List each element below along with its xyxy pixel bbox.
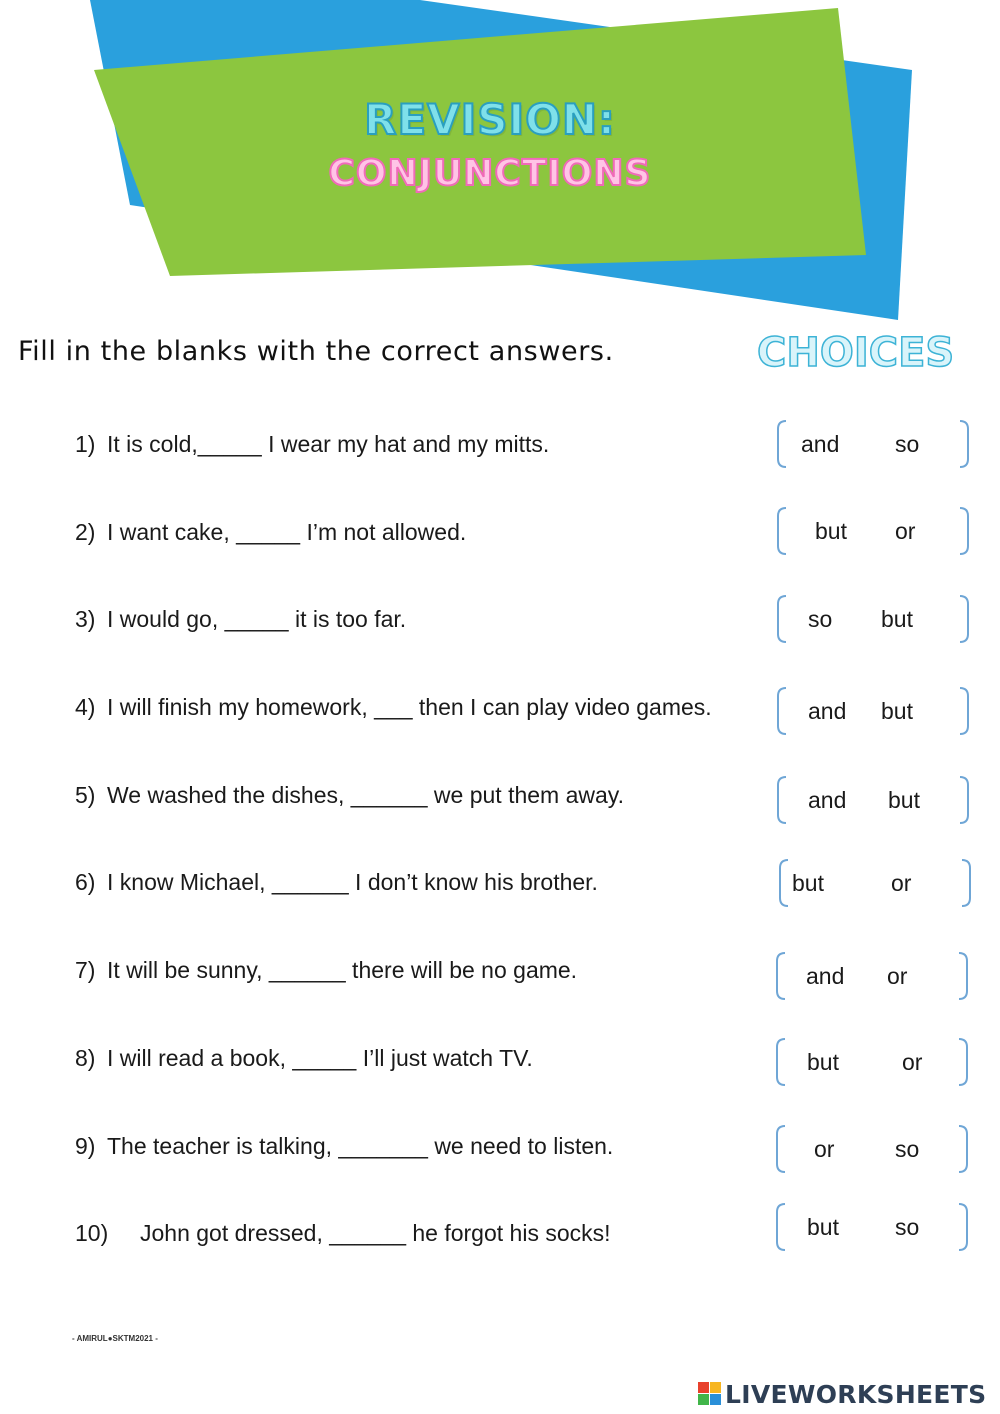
question-number: 1): [75, 431, 96, 457]
worksheet-title: [250, 92, 730, 200]
choice-option[interactable]: and: [806, 963, 845, 989]
right-bracket-icon: [960, 858, 972, 908]
choice-option[interactable]: so: [895, 1214, 920, 1240]
choice-option[interactable]: or: [891, 870, 912, 896]
choice-option[interactable]: or: [902, 1049, 923, 1075]
title-line-1: REVISION:: [364, 95, 616, 144]
question-10: [75, 1218, 611, 1248]
choice-option[interactable]: so: [895, 1136, 920, 1162]
left-bracket-icon: [776, 775, 788, 825]
right-bracket-icon: [958, 594, 970, 644]
question-number: 10): [75, 1220, 109, 1246]
question-text: I will finish my homework, ___ then I can play video games.: [107, 694, 712, 720]
question-number: 7): [75, 957, 96, 983]
title-line-2: CONJUNCTIONS: [328, 153, 652, 194]
choice-option[interactable]: but: [807, 1049, 839, 1075]
choices-heading: CHOICES: [757, 330, 955, 376]
right-bracket-icon: [958, 686, 970, 736]
question-1: [75, 429, 549, 459]
question-number: 3): [75, 606, 96, 632]
choice-option[interactable]: and: [801, 431, 840, 457]
choice-option[interactable]: but: [888, 787, 920, 813]
question-3: [75, 604, 406, 634]
choice-option[interactable]: and: [808, 698, 847, 724]
choice-box-1: [776, 419, 970, 469]
choice-option[interactable]: and: [808, 787, 847, 813]
question-number: 6): [75, 869, 96, 895]
question-2: [75, 517, 466, 547]
choice-option[interactable]: or: [887, 963, 908, 989]
liveworksheets-logo-icon: [698, 1382, 722, 1406]
question-number: 5): [75, 782, 96, 808]
question-9: [75, 1131, 613, 1161]
question-4: [75, 692, 712, 722]
choice-box-4: [776, 686, 970, 736]
logo-text: LIVEWORKSHEETS: [725, 1379, 987, 1409]
choice-option[interactable]: but: [815, 518, 847, 544]
left-bracket-icon: [776, 506, 788, 556]
right-bracket-icon: [957, 1202, 969, 1252]
left-bracket-icon: [775, 951, 787, 1001]
choice-option[interactable]: but: [881, 698, 913, 724]
question-6: [75, 867, 598, 897]
choice-option[interactable]: or: [814, 1136, 835, 1162]
question-7: [75, 955, 577, 985]
choice-option[interactable]: but: [792, 870, 824, 896]
question-text: It is cold,_____ I wear my hat and my mitts.: [107, 431, 550, 457]
choice-box-5: [776, 775, 970, 825]
question-text: John got dressed, ______ he forgot his socks!: [140, 1220, 611, 1246]
author-credit: - AMIRUL●SKTM2021 -: [72, 1334, 158, 1343]
right-bracket-icon: [957, 1037, 969, 1087]
question-text: I want cake, _____ I’m not allowed.: [107, 519, 467, 545]
right-bracket-icon: [958, 775, 970, 825]
question-number: 9): [75, 1133, 96, 1159]
right-bracket-icon: [958, 419, 970, 469]
question-text: I will read a book, _____ I’ll just watch TV.: [107, 1045, 533, 1071]
question-text: It will be sunny, ______ there will be no game.: [107, 957, 578, 983]
choice-box-10: [775, 1202, 969, 1252]
choice-box-6: [778, 858, 972, 908]
left-bracket-icon: [776, 686, 788, 736]
right-bracket-icon: [957, 951, 969, 1001]
question-text: The teacher is talking, _______ we need to listen.: [107, 1133, 614, 1159]
question-text: We washed the dishes, ______ we put them away.: [107, 782, 624, 808]
choice-option[interactable]: so: [895, 431, 920, 457]
question-number: 4): [75, 694, 96, 720]
choice-option[interactable]: but: [807, 1214, 839, 1240]
choice-option[interactable]: but: [881, 606, 913, 632]
choice-option[interactable]: so: [808, 606, 833, 632]
choice-box-2: [776, 506, 970, 556]
choice-box-7: [775, 951, 969, 1001]
left-bracket-icon: [778, 858, 790, 908]
right-bracket-icon: [958, 506, 970, 556]
question-text: I would go, _____ it is too far.: [107, 606, 407, 632]
question-number: 8): [75, 1045, 96, 1071]
instruction-text: Fill in the blanks with the correct answers.: [18, 336, 614, 367]
choice-option[interactable]: or: [895, 518, 916, 544]
liveworksheets-logo[interactable]: [698, 1378, 986, 1410]
left-bracket-icon: [775, 1202, 787, 1252]
question-text: I know Michael, ______ I don’t know his brother.: [107, 869, 598, 895]
question-8: [75, 1043, 533, 1073]
left-bracket-icon: [776, 594, 788, 644]
left-bracket-icon: [775, 1124, 787, 1174]
left-bracket-icon: [775, 1037, 787, 1087]
question-number: 2): [75, 519, 96, 545]
right-bracket-icon: [957, 1124, 969, 1174]
choice-box-3: [776, 594, 970, 644]
question-5: [75, 780, 624, 810]
left-bracket-icon: [776, 419, 788, 469]
choice-box-8: [775, 1037, 969, 1087]
choice-box-9: [775, 1124, 969, 1174]
